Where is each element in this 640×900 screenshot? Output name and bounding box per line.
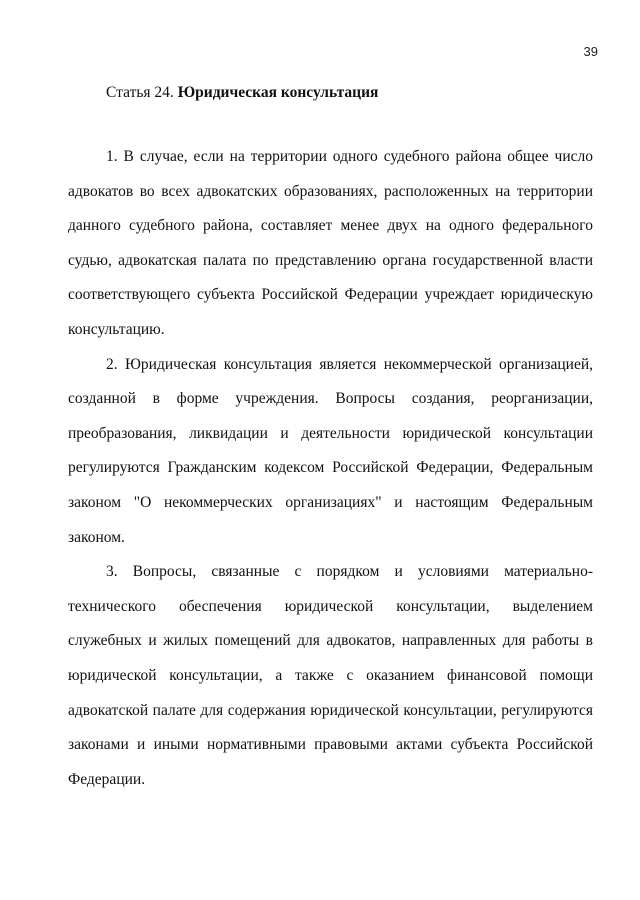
paragraph-1: 1. В случае, если на территории одного судебного района общее число адвокатов во всех адвокатских образованиях, расположенных на территории данного судебного района, составляет менее двух на одного федерального судью, адвокатская палата по представлению органа государственной власти соответствующего субъекта Российской Федерации учреждает юридическую консультацию. — [68, 148, 593, 338]
paragraph-2: 2. Юридическая консультация является некоммерческой организацией, созданной в форме учреждения. Вопросы создания, реорганизации, преобразования, ликвидации и деятельности юридической консультации регулируются Гражданским кодексом Российской Федерации, Федеральным законом "О некоммерческих организациях" и настоящим Федеральным законом. — [68, 355, 593, 546]
paragraph-3: 3. Вопросы, связанные с порядком и условиями материально-технического обеспечения юридической консультации, выделением служебных и жилых помещений для адвокатов, направленных для работы в юридической консультации, а также с оказанием финансовой помощи адвокатской палате для содержания юридической консультации, регулируются законами и иными нормативными правовыми актами субъекта Российской Федерации. — [68, 563, 593, 788]
page-number: 39 — [583, 44, 598, 59]
article-heading — [106, 84, 378, 102]
article-name: Юридическая консультация — [177, 84, 379, 101]
article-body — [68, 140, 593, 797]
article-number: Статья 24. — [106, 84, 174, 101]
